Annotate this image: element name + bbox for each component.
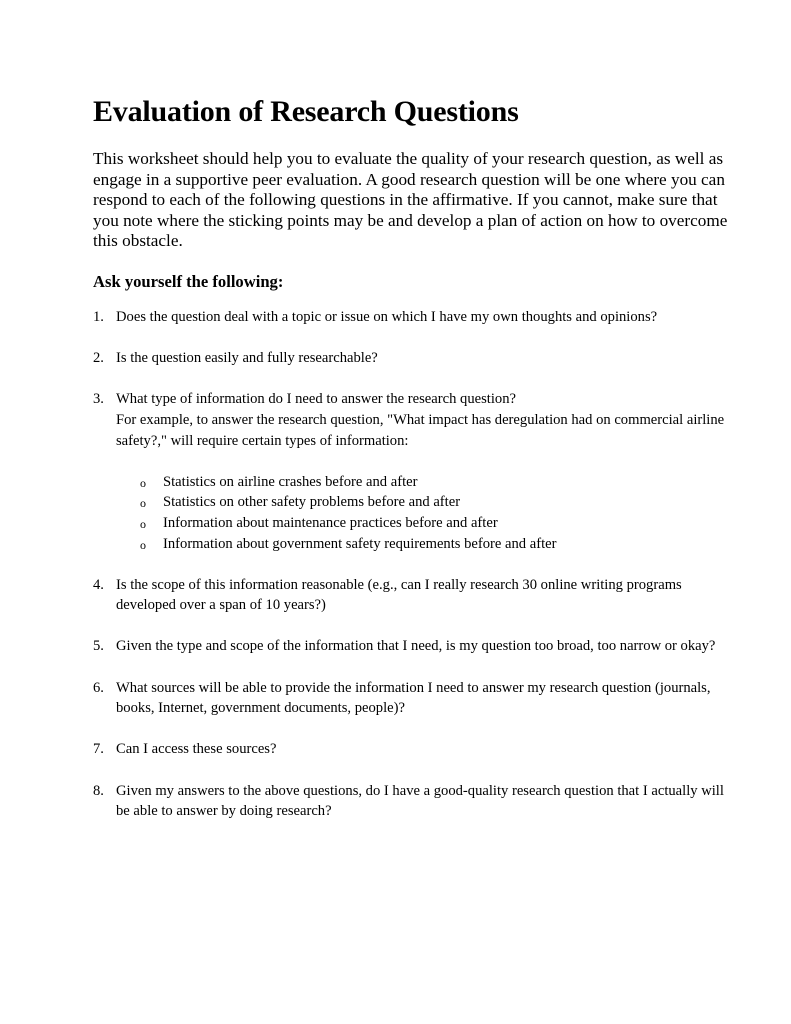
list-item [93, 781, 733, 822]
circle-bullet-icon: o [140, 516, 146, 531]
item-number: 3. [93, 391, 104, 408]
sub-item-text: Statistics on other safety problems before and after [163, 494, 461, 511]
question-text: Is the question easily and fully researchable? [116, 350, 378, 367]
item-number: 4. [93, 576, 104, 593]
example-text: For example, to answer the research question, "What impact has deregulation had on commercial airline safety?," will require certain types of information: [116, 411, 725, 449]
page-title: Evaluation of Research Questions [93, 95, 519, 128]
sub-list-item [116, 492, 733, 513]
sub-item-text: Information about maintenance practices before and after [163, 514, 498, 531]
item-number: 5. [93, 638, 104, 655]
info-type-list [116, 472, 733, 554]
circle-bullet-icon: o [140, 475, 146, 490]
question-list [93, 307, 733, 822]
intro-paragraph: This worksheet should help you to evaluate the quality of your research question, as well as engage in a supportive peer evaluation. A good research question will be one where you can respond to each of the following questions in the affirmative. If you cannot, make sure that you note where the sticking points may be and develop a plan of action on how to overcome this obstacle. [93, 149, 728, 251]
document-page [93, 90, 733, 842]
item-number: 8. [93, 782, 104, 799]
question-text: What sources will be able to provide the information I need to answer my research question (journals, books, Internet, government documents, people)? [116, 679, 711, 717]
list-item [93, 636, 733, 657]
sub-list-item [116, 472, 733, 493]
list-item [93, 307, 733, 328]
question-text: What type of information do I need to answer the research question? [116, 391, 516, 408]
list-item [93, 575, 733, 616]
item-number: 7. [93, 741, 104, 758]
list-item [93, 739, 733, 760]
question-text: Is the scope of this information reasonable (e.g., can I really research 30 online writing programs developed over a span of 10 years?) [116, 576, 682, 614]
item-number: 1. [93, 308, 104, 325]
question-text: Does the question deal with a topic or issue on which I have my own thoughts and opinions? [116, 308, 658, 325]
list-item [93, 348, 733, 369]
question-text: Given my answers to the above questions, do I have a good-quality research question that I actually will be able to answer by doing research? [116, 782, 724, 820]
section-heading: Ask yourself the following: [93, 271, 284, 291]
item-number: 2. [93, 350, 104, 367]
list-item [93, 389, 733, 554]
list-item [93, 678, 733, 719]
question-text: Can I access these sources? [116, 741, 277, 758]
sub-item-text: Information about government safety requirements before and after [163, 535, 557, 552]
sub-list-item [116, 534, 733, 555]
item-number: 6. [93, 679, 104, 696]
sub-item-text: Statistics on airline crashes before and after [163, 473, 418, 490]
sub-list-item [116, 513, 733, 534]
question-text: Given the type and scope of the information that I need, is my question too broad, too narrow or okay? [116, 638, 716, 655]
circle-bullet-icon: o [140, 537, 146, 552]
circle-bullet-icon: o [140, 496, 146, 511]
